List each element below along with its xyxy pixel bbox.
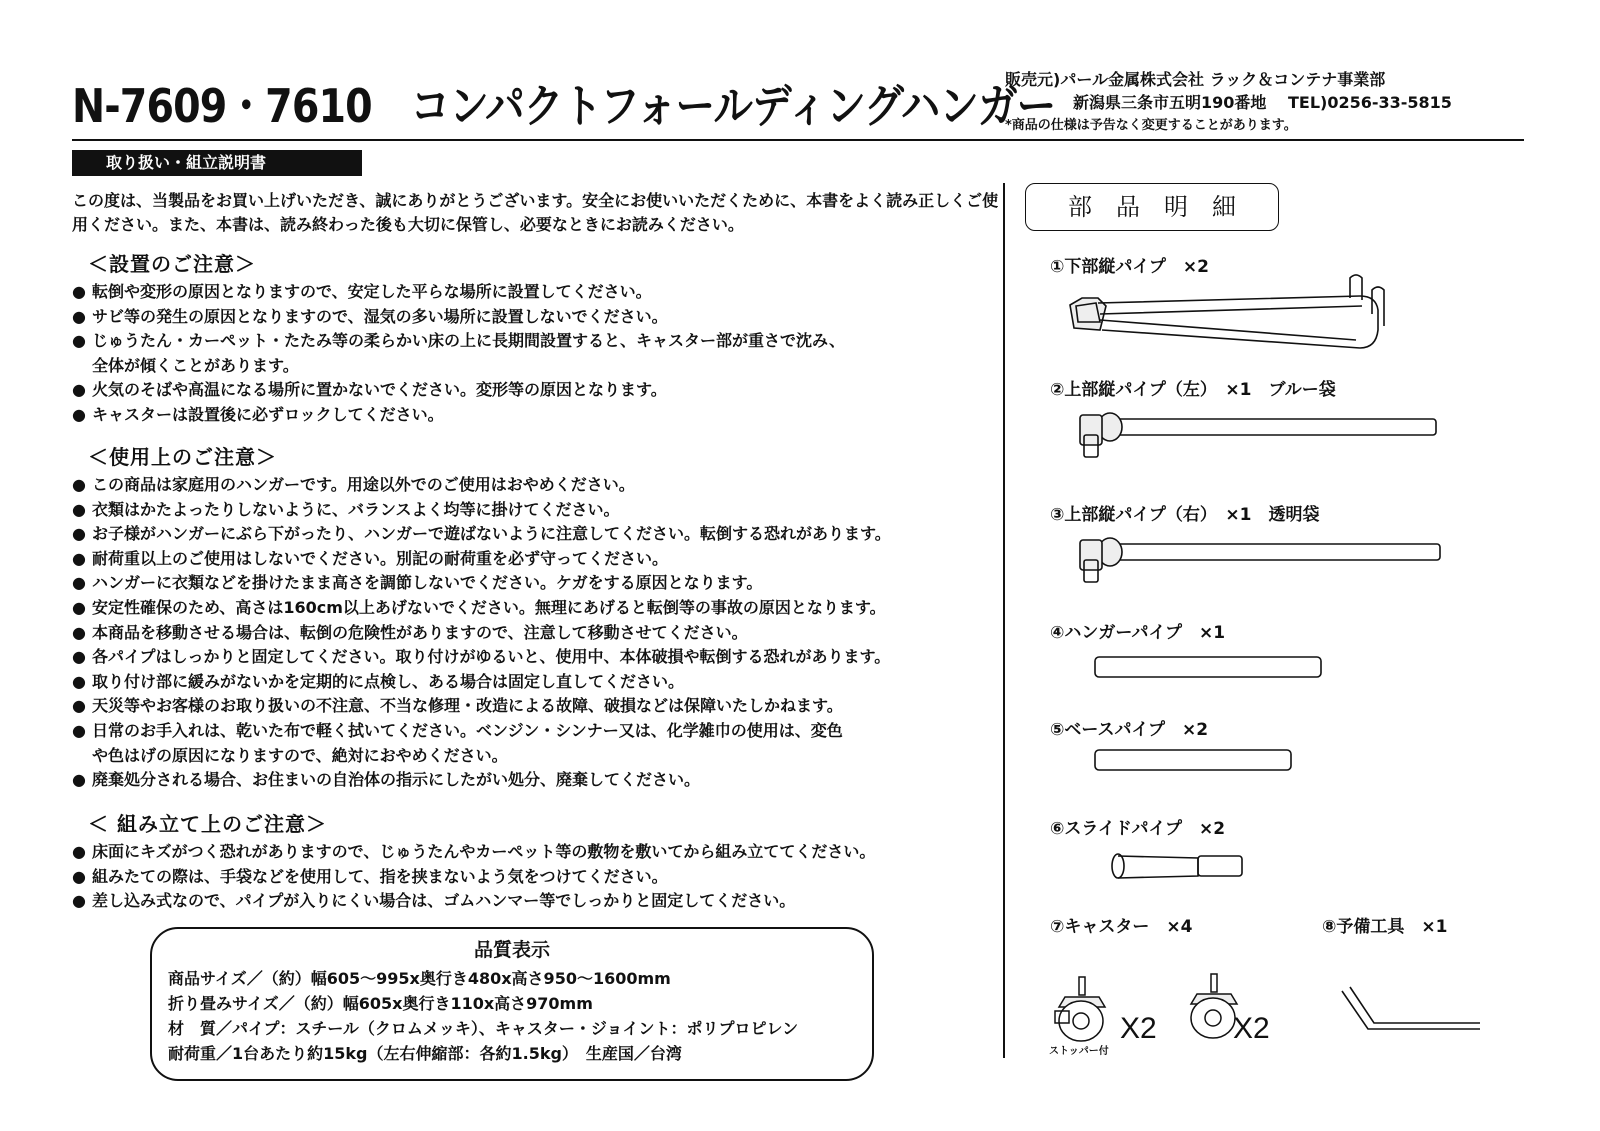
parts-list-title: 部品明細 [1025,183,1279,231]
base-pipe-illustration [1094,748,1294,774]
install-heading: ＜設置のご注意＞ [88,252,256,276]
part-2-label: ②上部縦パイプ（左） ×1 ブルー袋 [1050,380,1336,400]
list-item: ● 転倒や変形の原因となりますので、安定した平らな場所に設置してください。 [72,280,1002,305]
list-item: ● 火気のそばや高温になる場所に置かないでください。変形等の原因となります。 [72,378,1002,403]
assembly-heading: ＜ 組み立て上のご注意＞ [88,812,327,836]
spec-line-load: 耐荷重／1台あたり約15kg（左右伸縮部：各約1.5kg） 生産国／台湾 [168,1044,682,1063]
list-item: ● キャスターは設置後に必ずロックしてください。 [72,403,1002,428]
seller-name: 販売元)パール金属株式会社 ラック＆コンテナ事業部 [1005,70,1386,89]
slide-pipe-illustration [1110,852,1250,882]
assembly-list [72,840,1002,914]
list-item: ● 衣類はかたよったりしないように、バランスよく均等に掛けてください。 [72,498,1002,523]
list-item: ● サビ等の発生の原因となりますので、湿気の多い場所に設置しないでください。 [72,305,1002,330]
seller-info [1005,68,1452,137]
part-1-label: ①下部縦パイプ ×2 [1050,257,1209,277]
part-7-label: ⑦キャスター ×4 [1050,917,1193,937]
column-divider [1003,183,1005,1058]
usage-notes [72,441,1002,793]
list-item: ● この商品は家庭用のハンガーです。用途以外でのご使用はおやめください。 [72,473,1002,498]
list-item: ● ハンガーに衣類などを掛けたまま高さを調節しないでください。ケガをする原因となります。 [72,571,1002,596]
caster-qty: X2 [1233,1012,1270,1045]
quality-label-heading: 品質表示 [473,939,550,961]
document-title: N-7609・7610 コンパクトフォールディングハンガー [72,79,1056,133]
seller-address: 新潟県三条市五明190番地 TEL)0256-33-5815 [1073,93,1452,112]
stopper-label: ストッパー付 [1049,1046,1109,1057]
assembly-notes [72,808,1002,914]
part-4-label: ④ハンガーパイプ ×1 [1050,623,1226,643]
part-8-label: ⑧予備工具 ×1 [1322,917,1448,937]
upper-vertical-pipe-left-illustration [1070,405,1440,465]
list-item: ● 取り付け部に緩みがないかを定期的に点検し、ある場合は固定し直してください。 [72,670,1002,695]
quality-label-box [150,927,874,1081]
caster-stopper-qty: X2 [1120,1012,1157,1045]
list-item: ● お子様がハンガーにぶら下がったり、ハンガーで遊ばないように注意してください。転倒する恐れがあります。 [72,522,1002,547]
install-notes [72,248,1002,428]
list-item: ● 安定性確保のため、高さは160cm以上あげないでください。無理にあげると転倒等の事故の原因となります。 [72,596,1002,621]
spec-line-folded-size: 折り畳みサイズ／（約）幅605x奥行き110x高さ970mm [168,994,593,1013]
hanger-pipe-illustration [1094,655,1324,681]
list-item: ● じゅうたん・カーペット・たたみ等の柔らかい床の上に長期間設置すると、キャスター部が重さで沈み、 全体が傾くことがあります。 [72,329,1002,378]
section-tag: 取り扱い・組立説明書 [72,150,362,176]
caster-with-stopper-illustration [1055,975,1115,1045]
part-5-label: ⑤ベースパイプ ×2 [1050,720,1209,740]
part-3-label: ③上部縦パイプ（右） ×1 透明袋 [1050,505,1320,525]
lower-vertical-pipe-illustration [1060,270,1400,350]
upper-vertical-pipe-right-illustration [1070,528,1440,588]
spec-change-note: *商品の仕様は予告なく変更することがあります。 [1005,118,1297,133]
list-item: ● 各パイプはしっかりと固定してください。取り付けがゆるいと、使用中、本体破損や転倒する恐れがあります。 [72,645,1002,670]
list-item: ● 廃棄処分される場合、お住まいの自治体の指示にしたがい処分、廃棄してください。 [72,768,1002,793]
list-item: ● 組みたての際は、手袋などを使用して、指を挟まないよう気をつけてください。 [72,865,1002,890]
usage-heading: ＜使用上のご注意＞ [88,445,277,469]
list-item: ● 本商品を移動させる場合は、転倒の危険性がありますので、注意して移動させてください。 [72,621,1002,646]
spec-line-material: 材 質／パイプ：スチール（クロムメッキ）、キャスター・ジョイント：ポリプロピレン [168,1019,799,1038]
list-item: ● 差し込み式なので、パイプが入りにくい場合は、ゴムハンマー等でしっかりと固定してください。 [72,889,1002,914]
hex-wrench-illustration [1340,985,1490,1045]
usage-list [72,473,1002,793]
part-6-label: ⑥スライドパイプ ×2 [1050,819,1226,839]
list-item: ● 床面にキズがつく恐れがありますので、じゅうたんやカーペット等の敷物を敷いてから組み立ててください。 [72,840,1002,865]
list-item: ● 耐荷重以上のご使用はしないでください。別記の耐荷重を必ず守ってください。 [72,547,1002,572]
install-list [72,280,1002,428]
list-item: ● 天災等やお客様のお取り扱いの不注意、不当な修理・改造による故障、破損などは保障いたしかねます。 [72,694,1002,719]
spec-line-size: 商品サイズ／（約）幅605～995x奥行き480x高さ950～1600mm [168,969,671,988]
header-divider [72,139,1524,141]
intro-text: この度は、当製品をお買い上げいただき、誠にありがとうございます。安全にお使いいただくために、本書をよく読み正しくご使用ください。また、本書は、読み終わった後も大切に保管し、必要なときにお読みください。 [72,191,999,234]
list-item: ● 日常のお手入れは、乾いた布で軽く拭いてください。ベンジン・シンナー又は、化学雑巾の使用は、変色 や色はげの原因になりますので、絶対におやめください。 [72,719,1002,768]
